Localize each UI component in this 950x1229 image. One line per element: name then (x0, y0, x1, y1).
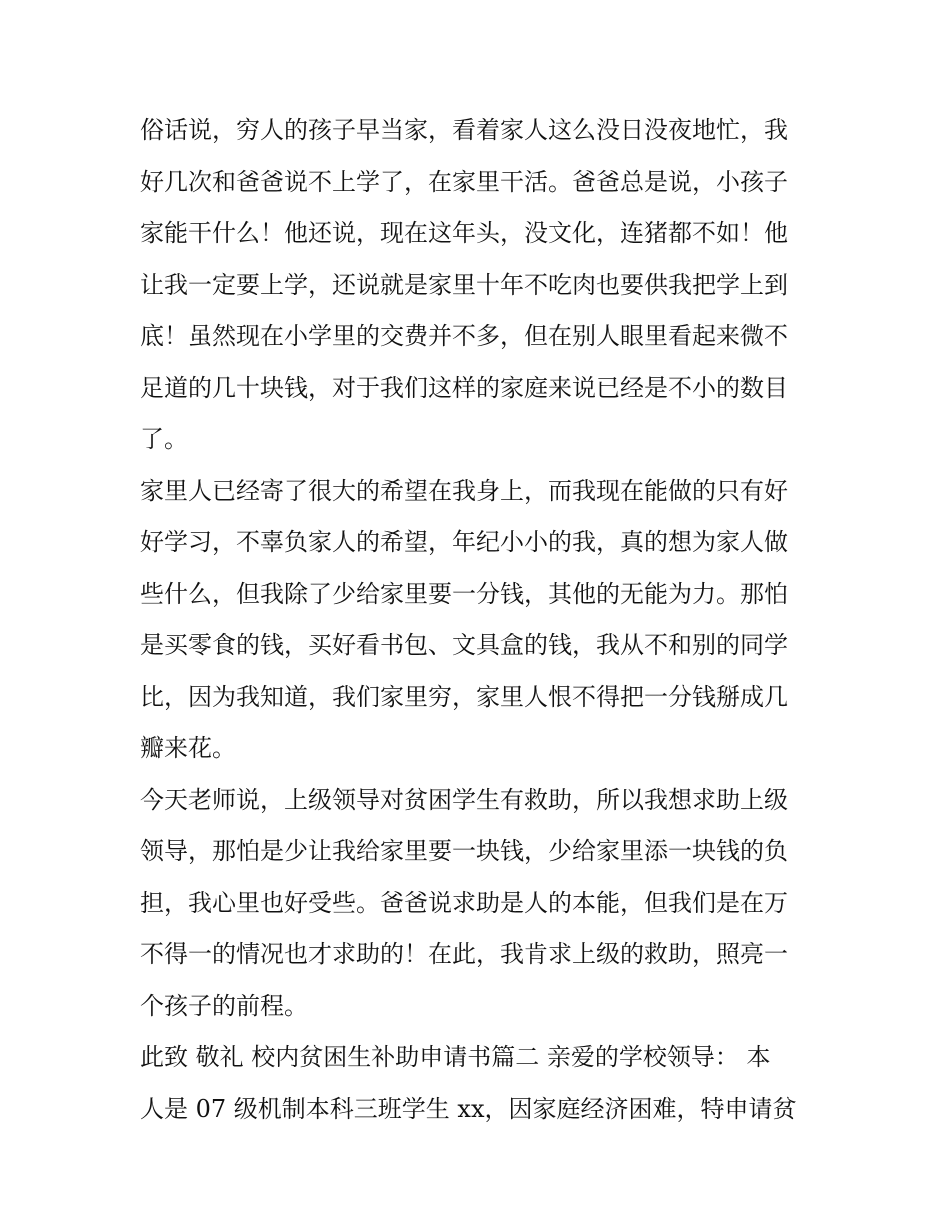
text-line: 些什么，但我除了少给家里要一分钱，其他的无能为力。那怕 (140, 579, 788, 608)
text-line: 人是 07 级机制本科三班学生 xx，因家庭经济困难，特申请贫 (140, 1094, 797, 1123)
text-line: 不得一的情况也才求助的！在此，我肯求上级的救助，照亮一 (140, 940, 788, 968)
text-line: 了。 (140, 425, 188, 453)
text-line: 瓣来花。 (140, 734, 236, 762)
text-line: 让我一定要上学，还说就是家里十年不吃肉也要供我把学上到 (140, 270, 788, 299)
text-line: 担，我心里也好受些。爸爸说求助是人的本能，但我们是在万 (140, 888, 788, 917)
text-line: 好几次和爸爸说不上学了，在家里干活。爸爸总是说，小孩子 (140, 167, 788, 196)
text-line: 此致 敬礼 校内贫困生补助申请书篇二 亲爱的学校领导： 本 (140, 1043, 771, 1071)
text-line: 领导，那怕是少让我给家里要一块钱，少给家里添一块钱的负 (140, 837, 788, 865)
text-line: 好学习，不辜负家人的希望，年纪小小的我，真的想为家人做 (140, 528, 788, 556)
text-line: 个孩子的前程。 (140, 991, 308, 1020)
text-line: 俗话说，穷人的孩子早当家，看着家人这么没日没夜地忙，我 (140, 116, 788, 144)
text-line: 足道的几十块钱，对于我们这样的家庭来说已经是不小的数目 (140, 373, 788, 402)
document-body (140, 105, 820, 1135)
text-line: 是买零食的钱，买好看书包、文具盒的钱，我从不和别的同学 (140, 631, 788, 659)
text-line: 家能干什么！他还说，现在这年头，没文化，连猪都不如！他 (140, 219, 788, 247)
text-line: 今天老师说，上级领导对贫困学生有救助，所以我想求助上级 (140, 785, 788, 814)
text-line: 比，因为我知道，我们家里穷，家里人恨不得把一分钱掰成几 (140, 682, 788, 711)
text-line: 家里人已经寄了很大的希望在我身上，而我现在能做的只有好 (140, 476, 788, 505)
text-line: 底！虽然现在小学里的交费并不多，但在别人眼里看起来微不 (140, 322, 788, 350)
